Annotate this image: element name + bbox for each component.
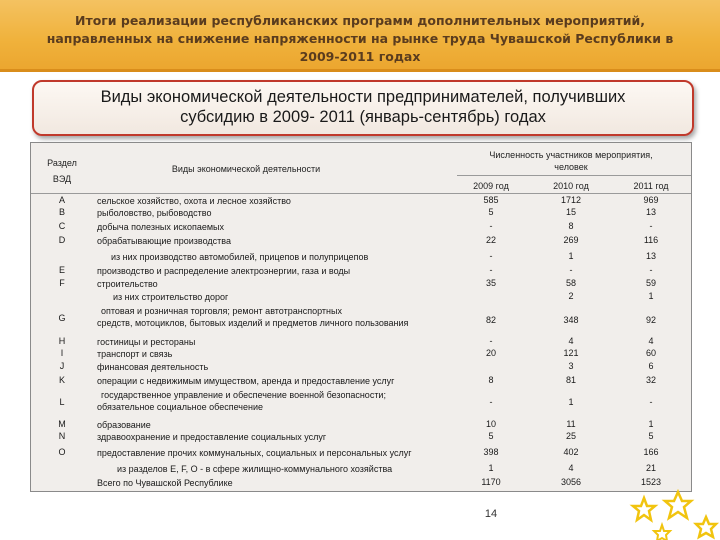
row-value-2009: 8 — [488, 375, 494, 385]
row-activity: образование — [97, 420, 151, 430]
header-count-line-1: Численность участников мероприятия, — [489, 150, 653, 160]
row-value-2011: 21 — [645, 463, 656, 473]
row-value-2010: 11 — [566, 419, 576, 429]
row-value-2011: 59 — [645, 278, 656, 288]
title-line-3: 2009-2011 годах — [299, 49, 421, 64]
star-icon — [654, 525, 670, 540]
row-activity: операции с недвижимым имуществом, аренда и предоставление услуг — [97, 376, 395, 386]
row-value-2011: 6 — [648, 361, 654, 371]
row-code: J — [59, 361, 65, 371]
row-activity: гостиницы и рестораны — [97, 337, 196, 347]
row-code: N — [58, 431, 66, 441]
row-value-2009: 585 — [483, 195, 499, 205]
row-value-2010: 402 — [563, 447, 579, 457]
row-value-2009: 22 — [485, 235, 496, 245]
header-section — [31, 157, 93, 185]
row-value-2009: 5 — [488, 207, 494, 217]
row-activity: сельское хозяйство, охота и лесное хозяйство — [97, 196, 291, 206]
row-code: O — [58, 447, 66, 457]
star-icon — [633, 498, 655, 520]
row-value-2011: 116 — [643, 235, 659, 245]
row-code: H — [58, 336, 66, 346]
row-value-2009: - — [489, 265, 493, 275]
row-activity-line-2: средств, мотоциклов, бытовых изделий и предметов личного пользования — [97, 318, 409, 328]
row-value-2010: 3056 — [560, 477, 582, 487]
header-year-2011: 2011 год — [633, 181, 669, 191]
subtitle-line-2: субсидию в 2009- 2011 (январь-сентябрь) годах — [180, 108, 546, 126]
row-value-2009: 5 — [488, 431, 494, 441]
row-activity: производство и распределение электроэнергии, газа и воды — [97, 266, 351, 276]
row-value-2009: 1 — [488, 463, 494, 473]
row-value-2011: 13 — [645, 251, 656, 261]
header-count-line-2: человек — [554, 162, 588, 172]
row-value-2010: 2 — [568, 291, 574, 301]
row-activity: из них строительство дорог — [113, 292, 229, 302]
row-value-2011: 32 — [645, 375, 656, 385]
row-value-2010: 4 — [568, 463, 574, 473]
row-value-2010: 4 — [568, 336, 574, 346]
row-value-2010: 1 — [568, 397, 574, 407]
row-activity — [97, 305, 457, 329]
row-value-2009: - — [489, 221, 493, 231]
row-value-2010: 1712 — [560, 195, 582, 205]
row-code: B — [58, 207, 65, 217]
row-value-2009: 20 — [485, 348, 496, 358]
row-activity-line-1: оптовая и розничная торговля; ремонт автотранспортных — [101, 306, 342, 316]
row-value-2010: 58 — [565, 278, 576, 288]
header-count — [451, 149, 691, 173]
title-line-2: направленных на снижение напряженности на рынке труда Чувашской Республики в — [46, 31, 674, 46]
row-code: A — [58, 195, 65, 205]
row-value-2011: - — [649, 221, 653, 231]
row-code: I — [60, 348, 64, 358]
row-code: D — [58, 235, 66, 245]
row-value-2011: 92 — [645, 315, 656, 325]
star-icon — [665, 492, 691, 518]
row-value-2011: 60 — [645, 348, 656, 358]
row-value-2011: 969 — [643, 195, 659, 205]
row-value-2009: 10 — [485, 419, 496, 429]
row-value-2010: 15 — [565, 207, 576, 217]
star-icon — [696, 517, 716, 537]
row-value-2010: - — [569, 265, 573, 275]
row-value-2011: - — [649, 397, 653, 407]
row-value-2010: 25 — [565, 431, 576, 441]
row-value-2011: 1 — [648, 419, 654, 429]
row-code: L — [59, 397, 65, 407]
row-value-2011: 1523 — [640, 477, 662, 487]
row-code: C — [58, 221, 66, 231]
row-value-2010: 269 — [563, 235, 579, 245]
row-value-2009: 35 — [485, 278, 496, 288]
header-divider — [457, 175, 691, 176]
row-activity: финансовая деятельность — [97, 362, 209, 372]
table-row — [31, 305, 691, 331]
header-bottom-divider — [31, 193, 691, 194]
row-value-2010: 1 — [568, 251, 574, 261]
subtitle-box — [32, 80, 694, 136]
row-activity — [97, 389, 457, 413]
row-code: F — [59, 278, 65, 288]
row-activity-line-2: обязательное социальное обеспечение — [97, 402, 263, 412]
row-activity: из них производство автомобилей, прицепов и полуприцепов — [111, 252, 369, 262]
row-value-2011: - — [649, 265, 653, 275]
row-value-2011: 166 — [643, 447, 659, 457]
row-code: G — [58, 313, 66, 323]
row-activity: обрабатывающие производства — [97, 236, 231, 246]
row-value-2009: - — [489, 397, 493, 407]
title-line-1: Итоги реализации республиканских программ дополнительных мероприятий, — [74, 13, 645, 28]
row-activity: рыболовство, рыбоводство — [97, 208, 212, 218]
header-year-2010: 2010 год — [553, 181, 589, 191]
row-code: E — [58, 265, 65, 275]
row-activity: здравоохранение и предоставление социальных услуг — [97, 432, 327, 442]
row-value-2010: 348 — [563, 315, 579, 325]
header-activity: Виды экономической деятельности — [171, 164, 321, 174]
table-row — [31, 389, 691, 415]
row-activity: из разделов E, F, O - в сфере жилищно-коммунального хозяйства — [117, 464, 393, 474]
data-table — [30, 142, 692, 492]
row-value-2011: 5 — [648, 431, 654, 441]
page-number: 14 — [484, 508, 498, 520]
row-value-2009: - — [489, 336, 493, 346]
subtitle-text — [34, 87, 692, 127]
row-value-2011: 13 — [645, 207, 656, 217]
row-code: K — [58, 375, 65, 385]
row-activity: транспорт и связь — [97, 349, 173, 359]
decorative-stars — [600, 488, 720, 540]
row-value-2009: - — [489, 251, 493, 261]
row-value-2009: 1170 — [481, 477, 501, 487]
subtitle-line-1: Виды экономической деятельности предпринимателей, получивших — [100, 88, 626, 106]
row-activity: строительство — [97, 279, 158, 289]
row-value-2009: 398 — [483, 447, 499, 457]
header-year-2009: 2009 год — [473, 181, 509, 191]
row-activity: добыча полезных ископаемых — [97, 222, 224, 232]
row-activity: Всего по Чувашской Республике — [97, 478, 233, 488]
row-value-2010: 3 — [568, 361, 574, 371]
row-value-2009: 82 — [485, 315, 496, 325]
row-value-2010: 8 — [568, 221, 574, 231]
row-value-2011: 4 — [648, 336, 654, 346]
header-section-line-2: ВЭД — [52, 174, 72, 184]
slide-header — [0, 0, 720, 72]
row-value-2011: 1 — [648, 291, 654, 301]
row-value-2010: 81 — [565, 375, 576, 385]
row-activity-line-1: государственное управление и обеспечение военной безопасности; — [101, 390, 386, 400]
row-code: M — [58, 419, 66, 429]
header-section-line-1: Раздел — [47, 158, 77, 168]
row-value-2010: 121 — [563, 348, 579, 358]
row-activity: предоставление прочих коммунальных, социальных и персональных услуг — [97, 448, 412, 458]
slide-title — [0, 12, 720, 66]
